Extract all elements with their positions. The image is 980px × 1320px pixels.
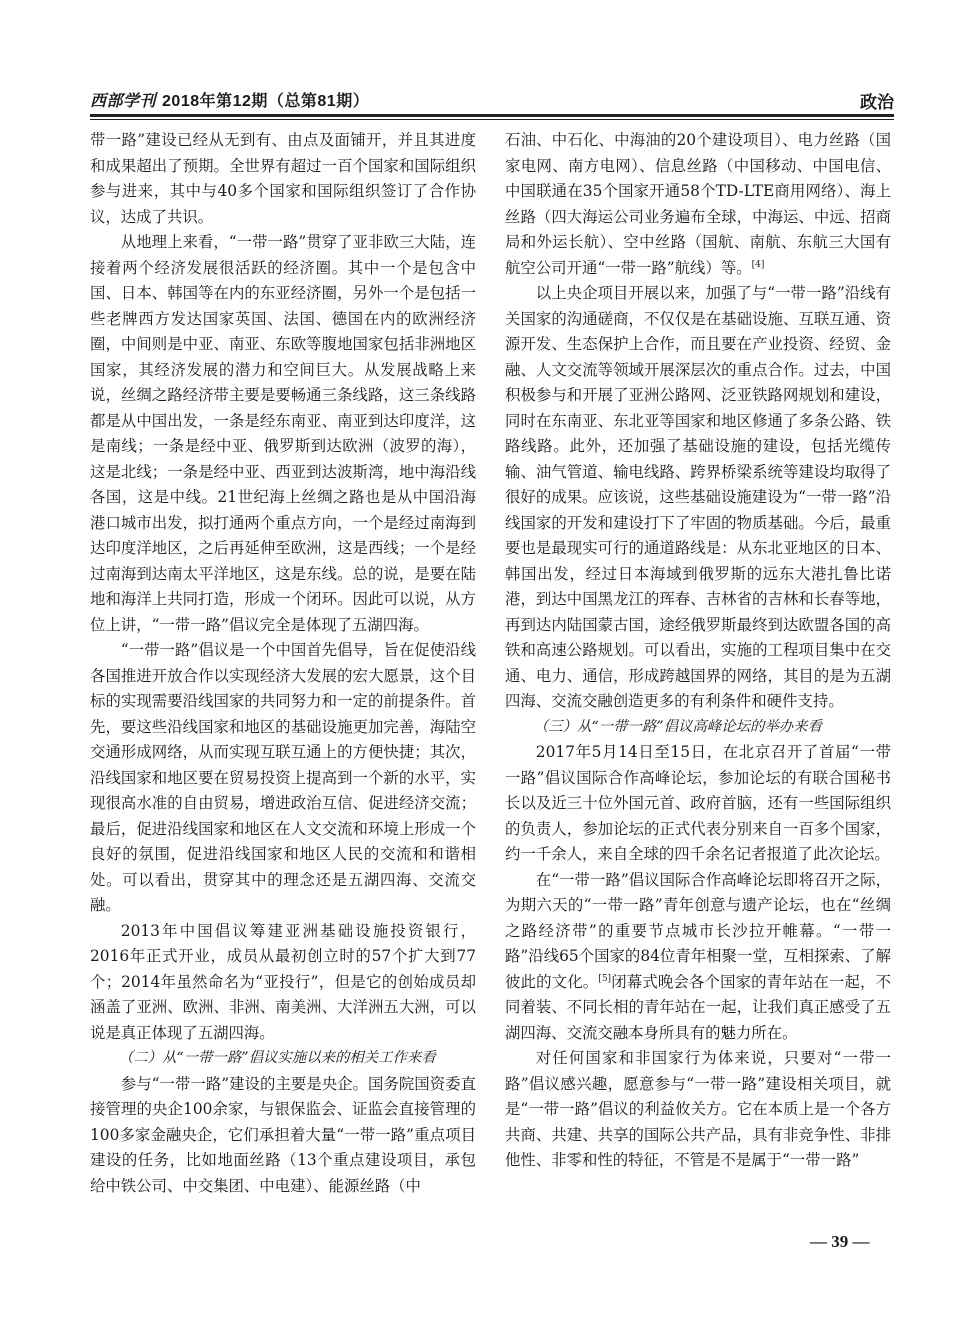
section-heading: （二）从“一带一路”倡议实施以来的相关工作来看: [118, 1050, 436, 1066]
citation-ref: [5]: [598, 973, 612, 984]
paragraph: 参与“一带一路”建设的主要是央企。国务院国资委直接管理的央企100余家，与银保监会、证监会直接管理的100多家金融央企，它们承担着大量“一带一路”重点项目建设的任务，比如地面丝路（13个重点建设项目，承包给中铁公司、中交集团、中电建）、能源丝路（中: [90, 1074, 476, 1195]
header-rule-thin: [90, 119, 894, 120]
page-number: — 39 —: [810, 1232, 870, 1251]
page-header: [90, 88, 894, 112]
paragraph: 2017年5月14日至15日，在北京召开了首届“一带一路”倡议国际合作高峰论坛，参加论坛的有联合国秘书长以及近三十位外国元首、政府首脑，还有一些国际组织的负责人，参加论坛的正式代表分别来自一百多个国家，约一千余人，来自全球的四千余名记者报道了此次论坛。: [505, 743, 891, 863]
journal-info: [90, 88, 369, 111]
right-column: [505, 128, 891, 1174]
paragraph: 以上央企项目开展以来，加强了与“一带一路”沿线有关国家的沟通磋商，不仅仅是在基础设施、互联互通、资源开发、生态保护上合作，而且要在产业投资、经贸、金融、人文交流等领域开展深层次的重点合作。过去，中国积极参与和开展了亚洲公路网、泛亚铁路网规划和建设，同时在东南亚、东北亚等国家和地区修通了多条公路、铁路线路。此外，还加强了基础设施的建设，包括光缆传输、油气管道、输电线路、跨界桥梁系统等建设均取得了很好的成果。应该说，这些基础设施建设为“一带一路”沿线国家的开发和建设打下了牢固的物质基础。今后，最重要也是最现实可行的通道路线是：从东北亚地区的日本、韩国出发，经过日本海域到俄罗斯的远东大港扎鲁比诺港，到达中国黑龙江的珲春、吉林省的吉林和长春等地，再到达内陆国蒙古国，途经俄罗斯最终到达欧盟各国的高铁和高速公路规划。可以看出，实施的工程项目集中在交通、电力、通信，形成跨越国界的网络，其目的是为五湖四海、交流交融创造更多的有利条件和硬件支持。: [505, 284, 891, 710]
journal-issue: 2018年第12期（总第81期）: [162, 93, 370, 110]
paragraph: “一带一路”倡议是一个中国首先倡导，旨在促使沿线各国推进开放合作以实现经济大发展的宏大愿景，这个目标的实现需要沿线国家的共同努力和一定的前提条件。首先，要这些沿线国家和地区的基础设施更加完善，海陆空交通形成网络，从而实现互联互通上的方便快捷；其次，沿线国家和地区要在贸易投资上提高到一个新的水平，实现很高水准的自由贸易，增进政治互信、促进经济交流；最后，促进沿线国家和地区在人文交流和环境上形成一个良好的氛围，促进沿线国家和地区人民的交流和和谐相处。可以看出，贯穿其中的理念还是五湖四海、交流交融。: [90, 641, 476, 914]
journal-name: 西部学刊: [90, 91, 157, 110]
paragraph-text: 在“一带一路”倡议国际合作高峰论坛即将召开之际，为期六天的“一带一路”青年创意与遗产论坛，也在“丝绸之路经济带”的重要节点城市长沙拉开帷幕。“一带一路”沿线65个国家的84位青年相聚一堂，互相探索、了解彼此的文化。: [505, 870, 891, 991]
left-column: [90, 128, 476, 1199]
header-rule-thick: [90, 114, 894, 117]
paragraph-text: 闭幕式晚会各个国家的青年站在一起，不同着装、不同长相的青年站在一起，让我们真正感受了五湖四海、交流交融本身所具有的魅力所在。: [505, 972, 891, 1042]
paragraph: 带一路”建设已经从无到有、由点及面铺开，并且其进度和成果超出了预期。全世界有超过一百个国家和国际组织参与进来，其中与40多个国家和国际组织签订了合作协议，达成了共识。: [90, 131, 476, 226]
paragraph-text: 石油、中石化、中海油的20个建设项目）、电力丝路（国家电网、南方电网）、信息丝路（中国移动、中国电信、中国联通在35个国家开通58个TD-LTE商用网络）、海上丝路（四大海运公司业务遍布全球，中海运、中远、招商局和外运长航）、空中丝路（国航、南航、东航三大国有航空公司开通“一带一路”航线）等。: [505, 131, 891, 277]
paragraph: 从地理上来看，“一带一路”贯穿了亚非欧三大陆，连接着两个经济发展很活跃的经济圈。其中一个是包含中国、日本、韩国等在内的东亚经济圈，另外一个是包括一些老牌西方发达国家英国、法国、德国在内的欧洲经济圈，中间则是中亚、南亚、东欧等腹地国家包括非洲地区国家，其经济发展的潜力和空间巨大。从发展战略上来说，丝绸之路经济带主要是要畅通三条线路，这三条线路都是从中国出发，一条是经东南亚、南亚到达印度洋，这是南线；一条是经中亚、俄罗斯到达欧洲（波罗的海），这是北线；一条是经中亚、西亚到达波斯湾，地中海沿线各国，这是中线。21世纪海上丝绸之路也是从中国沿海港口城市出发，拟打通两个重点方向，一个是经过南海到达印度洋地区，之后再延伸至欧洲，这是西线；一个是经过南海到达南太平洋地区，这是东线。总的说，是要在陆地和海洋上共同打造，形成一个闭环。因此可以说，从方位上讲，“一带一路”倡议完全是体现了五湖四海。: [90, 233, 476, 634]
section-heading: （三）从“一带一路”倡议高峰论坛的举办来看: [533, 718, 822, 735]
paragraph: [505, 128, 891, 281]
paragraph: 2013年中国倡议筹建亚洲基础设施投资银行，2016年正式开业，成员从最初创立时的57个扩大到77个；2014年虽然命名为“亚投行”，但是它的创始成员却涵盖了亚洲、欧洲、非洲、南美洲、大洋洲五大洲，可以说是真正体现了五湖四海。: [90, 921, 476, 1042]
section-name: 政治: [860, 93, 894, 112]
paragraph: 对任何国家和非国家行为体来说，只要对“一带一路”倡议感兴趣，愿意参与“一带一路”建设相关项目，就是“一带一路”倡议的利益攸关方。它在本质上是一个各方共商、共建、共享的国际公共产品，具有非竞争性、非排他性、非零和性的特征，不管是不是属于“一带一路”: [505, 1049, 891, 1169]
paragraph: [505, 868, 891, 1047]
citation-ref: [4]: [751, 259, 765, 270]
